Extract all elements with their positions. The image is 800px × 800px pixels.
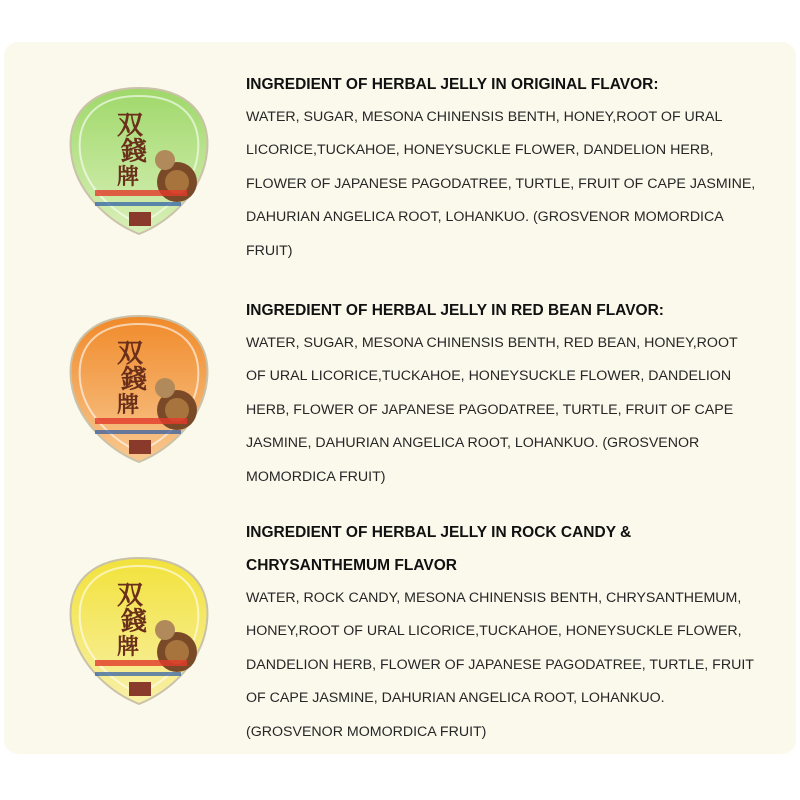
section-title: CHRYSANTHEMUM FLAVOR [246, 557, 457, 574]
jelly-cup-red-bean-image [59, 310, 219, 470]
svg-text:双: 双 [117, 339, 144, 369]
ingredient-line: OF CAPE JASMINE, DAHURIAN ANGELICA ROOT, LOHANKUO. [246, 690, 665, 707]
red-bean-flavor-text [246, 294, 786, 494]
ingredient-line: JASMINE, DAHURIAN ANGELICA ROOT, LOHANKUO. (GROSVENOR [246, 435, 700, 452]
svg-text:錢: 錢 [121, 607, 148, 637]
ingredient-line: WATER, ROCK CANDY, MESONA CHINENSIS BENTH, CHRYSANTHEMUM, [246, 590, 742, 606]
jelly-cup-original-image [59, 82, 219, 242]
svg-text:双: 双 [117, 581, 144, 611]
svg-text:双: 双 [117, 111, 144, 141]
svg-text:牌: 牌 [117, 164, 140, 190]
ingredient-line: FLOWER OF JAPANESE PAGODATREE, TURTLE, FRUIT OF CAPE JASMINE, [246, 175, 756, 192]
ingredient-line: DANDELION HERB, FLOWER OF JAPANESE PAGODATREE, TURTLE, FRUIT [246, 656, 754, 673]
jelly-cup-rock-candy-image [59, 552, 219, 712]
rock-candy-flavor-text [246, 516, 786, 749]
svg-text:牌: 牌 [117, 634, 140, 660]
ingredient-line: (GROSVENOR MOMORDICA FRUIT) [246, 723, 487, 740]
ingredient-line: WATER, SUGAR, MESONA CHINENSIS BENTH, HONEY,ROOT OF URAL [246, 109, 723, 125]
original-flavor-text [246, 68, 786, 268]
ingredient-line: HERB, FLOWER OF JAPANESE PAGODATREE, TURTLE, FRUIT OF CAPE [246, 401, 734, 418]
svg-text:牌: 牌 [117, 392, 140, 418]
ingredient-line: MOMORDICA FRUIT) [246, 468, 386, 485]
ingredient-line: LICORICE,TUCKAHOE, HONEYSUCKLE FLOWER, DANDELION HERB, [246, 142, 714, 159]
ingredient-line: OF URAL LICORICE,TUCKAHOE, HONEYSUCKLE FLOWER, DANDELION [246, 368, 732, 385]
section-title: INGREDIENT OF HERBAL JELLY IN ROCK CANDY & [246, 524, 632, 541]
section-title: INGREDIENT OF HERBAL JELLY IN RED BEAN FLAVOR: [246, 302, 664, 319]
ingredients-panel [4, 42, 796, 754]
section-title: INGREDIENT OF HERBAL JELLY IN ORIGINAL FLAVOR: [246, 76, 659, 93]
ingredient-line: HONEY,ROOT OF URAL LICORICE,TUCKAHOE, HONEYSUCKLE FLOWER, [246, 623, 742, 640]
svg-text:錢: 錢 [121, 137, 148, 167]
svg-text:錢: 錢 [121, 365, 148, 395]
ingredient-line: FRUIT) [246, 242, 293, 259]
ingredient-line: WATER, SUGAR, MESONA CHINENSIS BENTH, RED BEAN, HONEY,ROOT [246, 335, 738, 351]
ingredient-line: DAHURIAN ANGELICA ROOT, LOHANKUO. (GROSVENOR MOMORDICA [246, 209, 724, 226]
